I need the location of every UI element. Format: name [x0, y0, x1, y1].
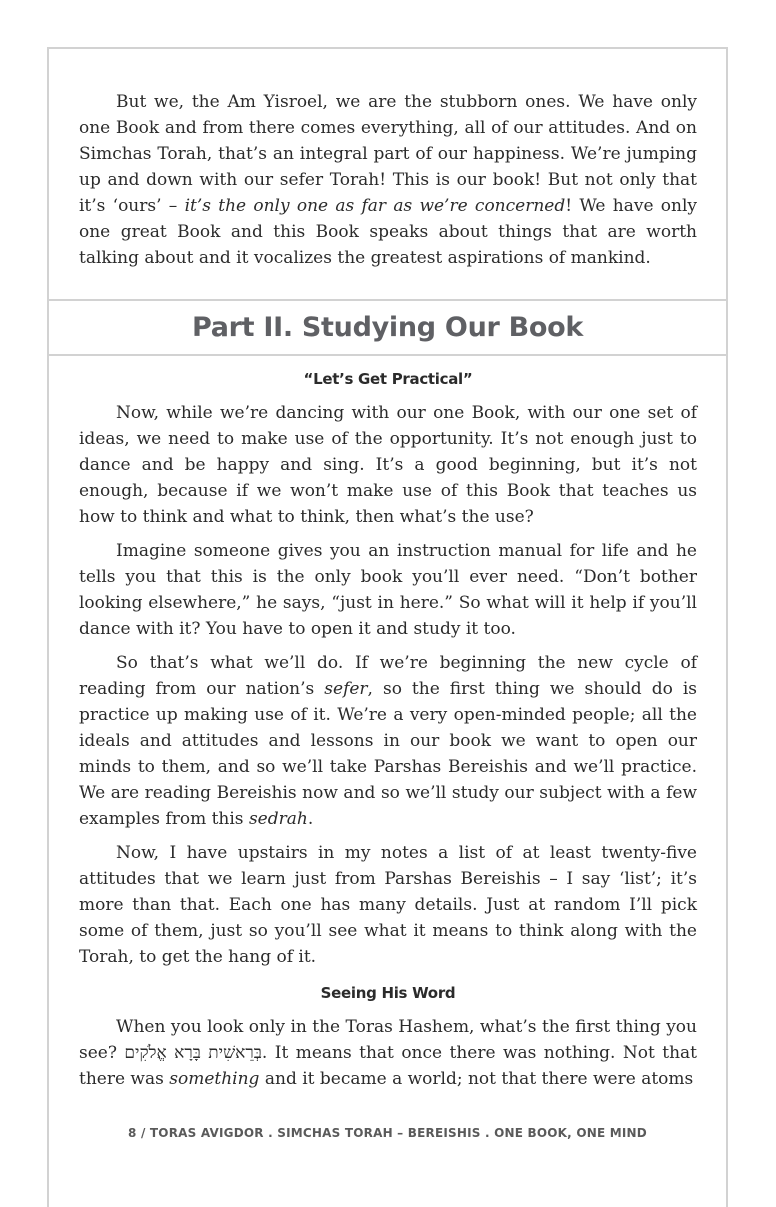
intro-paragraph — [79, 89, 697, 271]
emphasis: something — [169, 1069, 260, 1089]
section2-body — [79, 1014, 697, 1092]
text-span: and it became a world; not that there were atoms — [259, 1069, 694, 1089]
text-span: When you look only in the Toras Hashem, what’s the first thing you see? — [79, 1017, 697, 1063]
intro-text-end: ! We have only one great Book and this Book speaks about things that are worth talking about and it vocalizes the greatest aspirations of mankind. — [79, 196, 698, 268]
hebrew-quote: בְּרֵאשִׁית בָּרָא אֱלֹקִים — [124, 1043, 262, 1063]
intro-emphasis: it’s the only one as far as we’re concerned — [184, 196, 566, 216]
emphasis: sedrah — [248, 809, 308, 829]
running-footer: 8 / TORAS AVIGDOR . SIMCHAS TORAH – BEREISHIS . ONE BOOK, ONE MIND — [128, 1126, 647, 1140]
part-title: Part II. Studying Our Book — [191, 312, 584, 343]
text-span: . It means that once there was nothing. Not that there was — [79, 1043, 697, 1089]
paragraph — [79, 1014, 697, 1092]
text-span: So that’s what we’ll do. If we’re beginning the new cycle of reading from our nation’s — [79, 653, 697, 699]
section-heading-seeing-his-word: Seeing His Word — [320, 984, 456, 1002]
part-heading-band — [47, 299, 728, 356]
paragraph — [79, 650, 697, 832]
section-heading-lets-get-practical: “Let’s Get Practical” — [303, 370, 473, 388]
paragraph: Imagine someone gives you an instruction manual for life and he tells you that this is the only book you’ll ever need. “Don’t bother looking elsewhere,” he says, “just in here.” So what will it help if you’ll dance with it? You have to open it and study it too. — [79, 541, 697, 639]
paragraph: Now, while we’re dancing with our one Book, with our one set of ideas, we need to make use of the opportunity. It’s not enough just to dance and be happy and sing. It’s a good beginning, but it’s not enough, because if we won’t make use of this Book that teaches us how to think and what to think, then what’s the use? — [79, 403, 697, 527]
text-span: , so the first thing we should do is practice up making use of it. We’re a very open-minded people; all the ideals and attitudes and lessons in our book we want to open our minds to them, and so we’ll take Parshas Bereishis and we’ll practice. We are reading Bereishis now and so we’ll study our subject with a few examples from this — [79, 679, 697, 829]
emphasis: sefer — [324, 679, 368, 699]
paragraph: Now, I have upstairs in my notes a list of at least twenty-five attitudes that we learn just from Parshas Bereishis – I say ‘list’; it’s more than that. Each one has many details. Just at random I’ll pick some of them, just so you’ll see what it means to think along with the Torah, to get the hang of it. — [79, 843, 697, 967]
intro-text-start: But we, the Am Yisroel, we are the stubborn ones. We have only one Book and from there comes everything, all of our attitudes. And on Simchas Torah, that’s an integral part of our happiness. We’re jumping up and down with our sefer Torah! This is our book! But not only that it’s ‘ours’ – — [79, 92, 697, 216]
text-span: . — [307, 809, 314, 829]
section1-body — [79, 400, 697, 970]
intro-text — [79, 89, 697, 271]
